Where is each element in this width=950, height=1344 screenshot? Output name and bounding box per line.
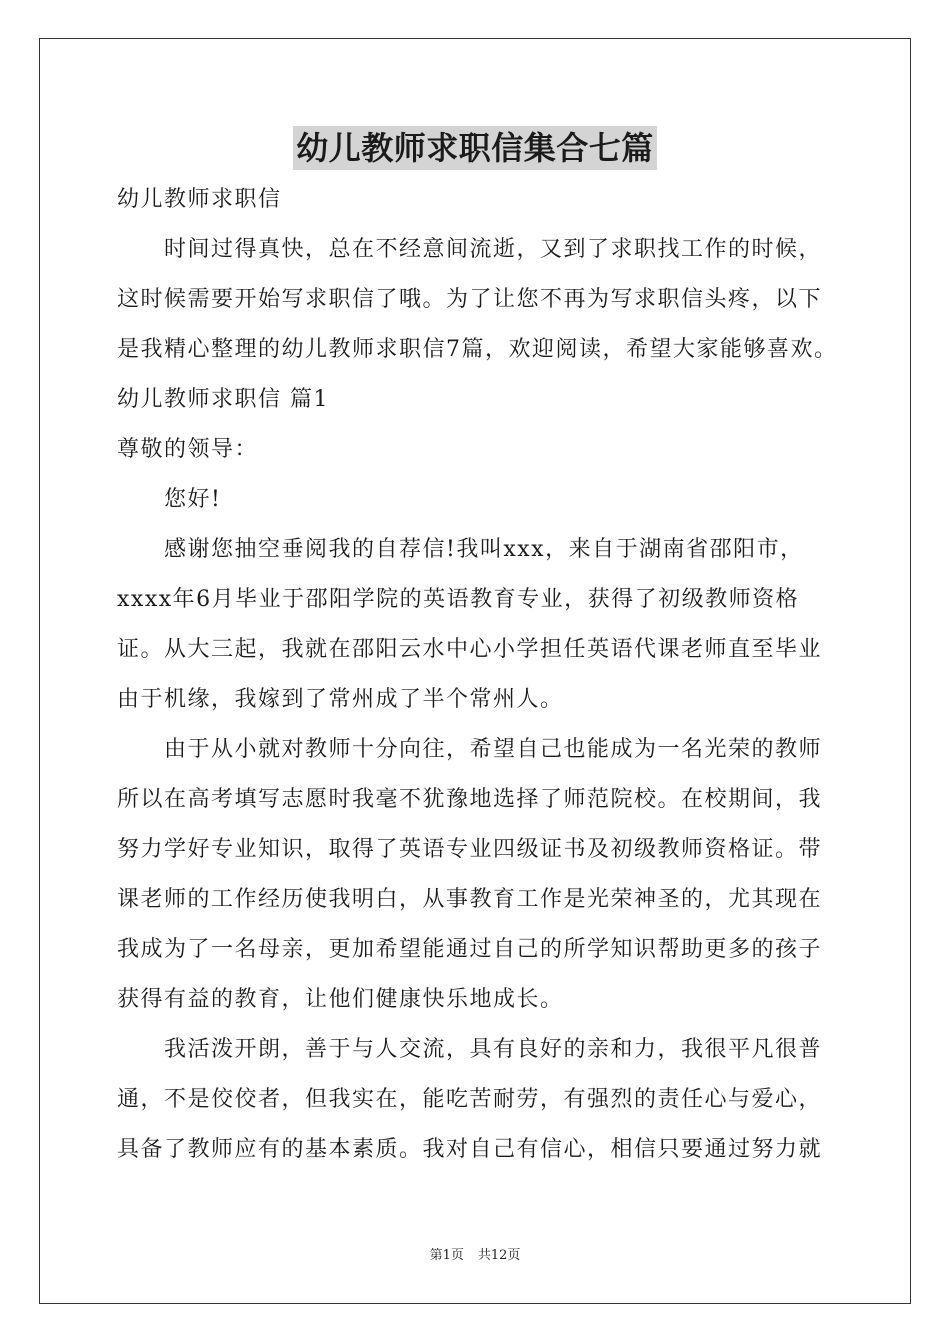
document-title: 幼儿教师求职信集合七篇 — [293, 126, 657, 170]
paragraph-line: 证。从大三起，我就在邵阳云水中心小学担任英语代课老师直至毕业 — [117, 637, 823, 662]
salutation: 尊敬的领导： — [117, 437, 259, 462]
paragraph-line: xxxx年6月毕业于邵阳学院的英语教育专业，获得了初级教师资格 — [117, 587, 800, 612]
paragraph-line: 课老师的工作经历使我明白，从事教育工作是光荣神圣的，尤其现在 — [117, 887, 823, 912]
title-container — [0, 126, 950, 170]
paragraph-line: 由于机缘，我嫁到了常州成了半个常州人。 — [117, 687, 564, 712]
letter-heading: 幼儿教师求职信 篇1 — [117, 387, 329, 412]
paragraph-line: 我成为了一名母亲，更加希望能通过自己的所学知识帮助更多的孩子 — [117, 937, 823, 962]
paragraph-line: 由于从小就对教师十分向往，希望自己也能成为一名光荣的教师 — [164, 737, 823, 762]
paragraph-line: 是我精心整理的幼儿教师求职信7篇，欢迎阅读，希望大家能够喜欢。 — [117, 337, 838, 362]
page-total: 共12页 — [477, 1248, 521, 1263]
page-number: 第1页 — [429, 1248, 464, 1263]
paragraph-line: 感谢您抽空垂阅我的自荐信!我叫xxx，来自于湖南省邵阳市， — [164, 537, 804, 562]
section-heading: 幼儿教师求职信 — [117, 187, 282, 212]
paragraph-line: 获得有益的教育，让他们健康快乐地成长。 — [117, 987, 564, 1012]
paragraph-line: 通，不是佼佼者，但我实在，能吃苦耐劳，有强烈的责任心与爱心， — [117, 1087, 823, 1112]
paragraph-line: 具备了教师应有的基本素质。我对自己有信心，相信只要通过努力就 — [117, 1137, 823, 1162]
paragraph-line: 努力学好专业知识，取得了英语专业四级证书及初级教师资格证。带 — [117, 837, 823, 862]
paragraph-line: 我活泼开朗，善于与人交流，具有良好的亲和力，我很平凡很普 — [164, 1037, 823, 1062]
greeting: 您好! — [164, 487, 222, 512]
paragraph-line: 这时候需要开始写求职信了哦。为了让您不再为写求职信头疼，以下 — [117, 287, 823, 312]
paragraph-line: 所以在高考填写志愿时我毫不犹豫地选择了师范院校。在校期间，我 — [117, 787, 823, 812]
paragraph-line: 时间过得真快，总在不经意间流逝，又到了求职找工作的时候， — [164, 237, 823, 262]
page-footer — [0, 1247, 950, 1265]
